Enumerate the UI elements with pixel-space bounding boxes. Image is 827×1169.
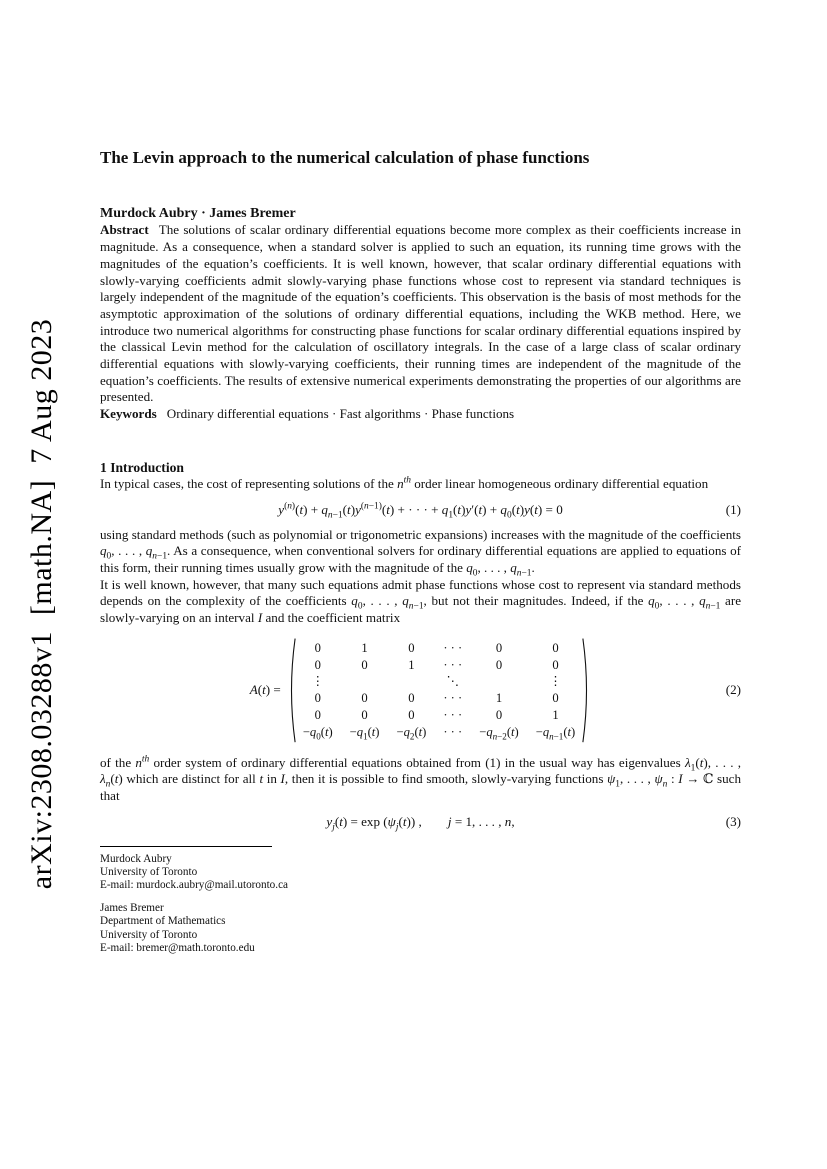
matrix-cell: 0 bbox=[408, 691, 415, 706]
equation-2-number: (2) bbox=[725, 682, 741, 698]
footnote-email: E-mail: murdock.aubry@mail.utoronto.ca bbox=[100, 879, 289, 892]
paper-content bbox=[100, 0, 741, 955]
coefficient-matrix bbox=[250, 637, 591, 744]
matrix-cell: 1 bbox=[552, 707, 559, 722]
equation-1-number: (1) bbox=[725, 501, 741, 517]
matrix-cell: · · · bbox=[443, 691, 463, 706]
abstract-label: Abstract bbox=[100, 222, 149, 238]
matrix-cell: 0 bbox=[552, 640, 559, 655]
matrix-cell: 0 bbox=[552, 657, 559, 672]
matrix-cell: ⋱ bbox=[446, 674, 460, 689]
equation-2-lhs: A(t) = bbox=[249, 682, 281, 698]
matrix-cell: 0 bbox=[552, 691, 559, 706]
matrix-cell: 0 bbox=[361, 707, 368, 722]
matrix-cell: ⋮ bbox=[311, 674, 325, 689]
paragraph-3: It is well known, however, that many such equations admit phase functions whose cost to represent via standard methods depends on the complexity of the coefficients $q_0$, . . . , $q_{n-1}$, but not their magnitudes. Indeed, if the $q_0$, . . . , $q_{n-1}$ are slowly-varying on an interval I and the coefficient matrix bbox=[100, 576, 742, 626]
matrix-cell: 0 bbox=[361, 657, 368, 672]
footnote-email: E-mail: bremer@math.toronto.edu bbox=[100, 942, 255, 955]
section-heading-introduction: 1 Introduction bbox=[100, 459, 184, 475]
paragraph-2: using standard methods (such as polynomial or trigonometric expansions) increases with the magnitude of the coefficients $q_0$, . . . , $q_{n-1}$. As a consequence, when conventional solvers for ordinary differential equations are applied to equations of this form, their running times usually grow with the magnitude of the $q_0$, . . . , $q_{n-1}$. bbox=[100, 526, 742, 579]
equation-1 bbox=[100, 501, 741, 521]
paragraph-4: of the $n^{th}$ order system of ordinary differential equations obtained from (1) in the usual way has eigenvalues $\lambda_1(t)$, . . . , $\lambda_n(t)$ which are distinct for all t in I, then it is possible to find smooth, slowly-varying functions $\psi_1$, . . . , $\psi_n$ : I → ℂ such that bbox=[100, 754, 741, 803]
matrix-cell: 0 bbox=[495, 640, 503, 655]
matrix-grid bbox=[296, 637, 582, 744]
equation-3-number: (3) bbox=[725, 813, 741, 829]
abstract bbox=[100, 222, 741, 406]
keywords-label: Keywords bbox=[100, 406, 157, 422]
footnote-name: Murdock Aubry bbox=[100, 852, 172, 865]
abstract-text: The solutions of scalar ordinary differential equations become more complex as their coefficients increase in magnitude. As a consequence, when a standard solver is applied to such an equation, its running time grows with the magnitudes of the equation’s coefficients. It is well known, however, that scalar ordinary differential equations with slowly-varying coefficients admit slowly-varying phase functions whose cost to represent via standard techniques is largely independent of the magnitude of the equation’s coefficients. This observation is the basis of most methods for the asymptotic approximation of the solutions of ordinary differential equations, including the WKB method. Here, we introduce two numerical algorithms for constructing phase functions for scalar ordinary differential equations inspired by the classical Levin method for the calculation of oscillatory integrals. In the case of a large class of scalar ordinary differential equations with slowly-varying coefficients, their running times are independent of the magnitude of the equation’s coefficients. The results of extensive numerical experiments demonstrating the properties of our algorithms are presented. bbox=[100, 222, 741, 405]
matrix-cell: 0 bbox=[314, 640, 321, 655]
matrix bbox=[287, 637, 591, 744]
paragraph-1: In typical cases, the cost of representing solutions of the $n^{th}$ order linear homogeneous ordinary differential equation bbox=[100, 475, 709, 491]
matrix-cell: 0 bbox=[495, 657, 503, 672]
matrix-cell: 1 bbox=[408, 657, 415, 672]
matrix-cell: ⋮ bbox=[549, 674, 562, 689]
matrix-cell: · · · bbox=[443, 657, 463, 672]
paper-authors: Murdock Aubry · James Bremer bbox=[100, 206, 296, 222]
matrix-cell: · · · bbox=[443, 707, 463, 722]
equation-3 bbox=[100, 813, 741, 833]
matrix-cell: 0 bbox=[314, 707, 321, 722]
paper-title: The Levin approach to the numerical calculation of phase functions bbox=[100, 148, 590, 167]
matrix-cell: 1 bbox=[361, 640, 368, 655]
equation-3-body: $y_j(t) = \exp (\psi_j(t))$ , j = 1, . . . , n, bbox=[326, 813, 515, 833]
footnote-affiliation: University of Toronto bbox=[100, 928, 198, 941]
footnote-name: James Bremer bbox=[100, 901, 164, 914]
matrix-cell: $-q_1(t)$ bbox=[349, 724, 380, 742]
matrix-cell: 0 bbox=[408, 640, 415, 655]
right-paren-icon bbox=[582, 637, 591, 744]
left-paren-icon bbox=[287, 637, 296, 744]
author-footnote-aubry bbox=[100, 853, 741, 893]
matrix-cell: $-q_{n-1}(t)$ bbox=[535, 724, 576, 742]
footnote-department: Department of Mathematics bbox=[100, 915, 226, 928]
equation-2 bbox=[100, 637, 741, 744]
matrix-cell: $-q_0(t)$ bbox=[302, 724, 333, 742]
matrix-cell: $-q_{n-2}(t)$ bbox=[479, 724, 519, 742]
matrix-cell: 1 bbox=[495, 691, 503, 706]
author-footnote-bremer bbox=[100, 902, 741, 956]
matrix-cell: $-q_2(t)$ bbox=[396, 724, 427, 742]
equation-1-body: $y^{(n)}(t) + q_{n-1}(t)y^{(n-1)}(t)$ + · · · + $q_1(t)y'(t) + q_0(t)y(t) = 0$ bbox=[278, 501, 563, 521]
footnote-rule bbox=[100, 846, 272, 847]
matrix-cell: 0 bbox=[408, 707, 415, 722]
footnote-affiliation: University of Toronto bbox=[100, 866, 198, 879]
matrix-cell: 0 bbox=[314, 691, 321, 706]
matrix-cell: 0 bbox=[361, 691, 368, 706]
matrix-cell: 0 bbox=[314, 657, 321, 672]
matrix-cell: · · · bbox=[443, 724, 463, 739]
matrix-cell: · · · bbox=[443, 640, 463, 655]
arxiv-watermark: arXiv:2308.03288v1 [math.NA] 7 Aug 2023 bbox=[25, 318, 58, 890]
matrix-cell: 0 bbox=[495, 707, 503, 722]
keywords-text: Ordinary differential equations · Fast algorithms · Phase functions bbox=[166, 406, 515, 422]
keywords bbox=[100, 406, 741, 423]
